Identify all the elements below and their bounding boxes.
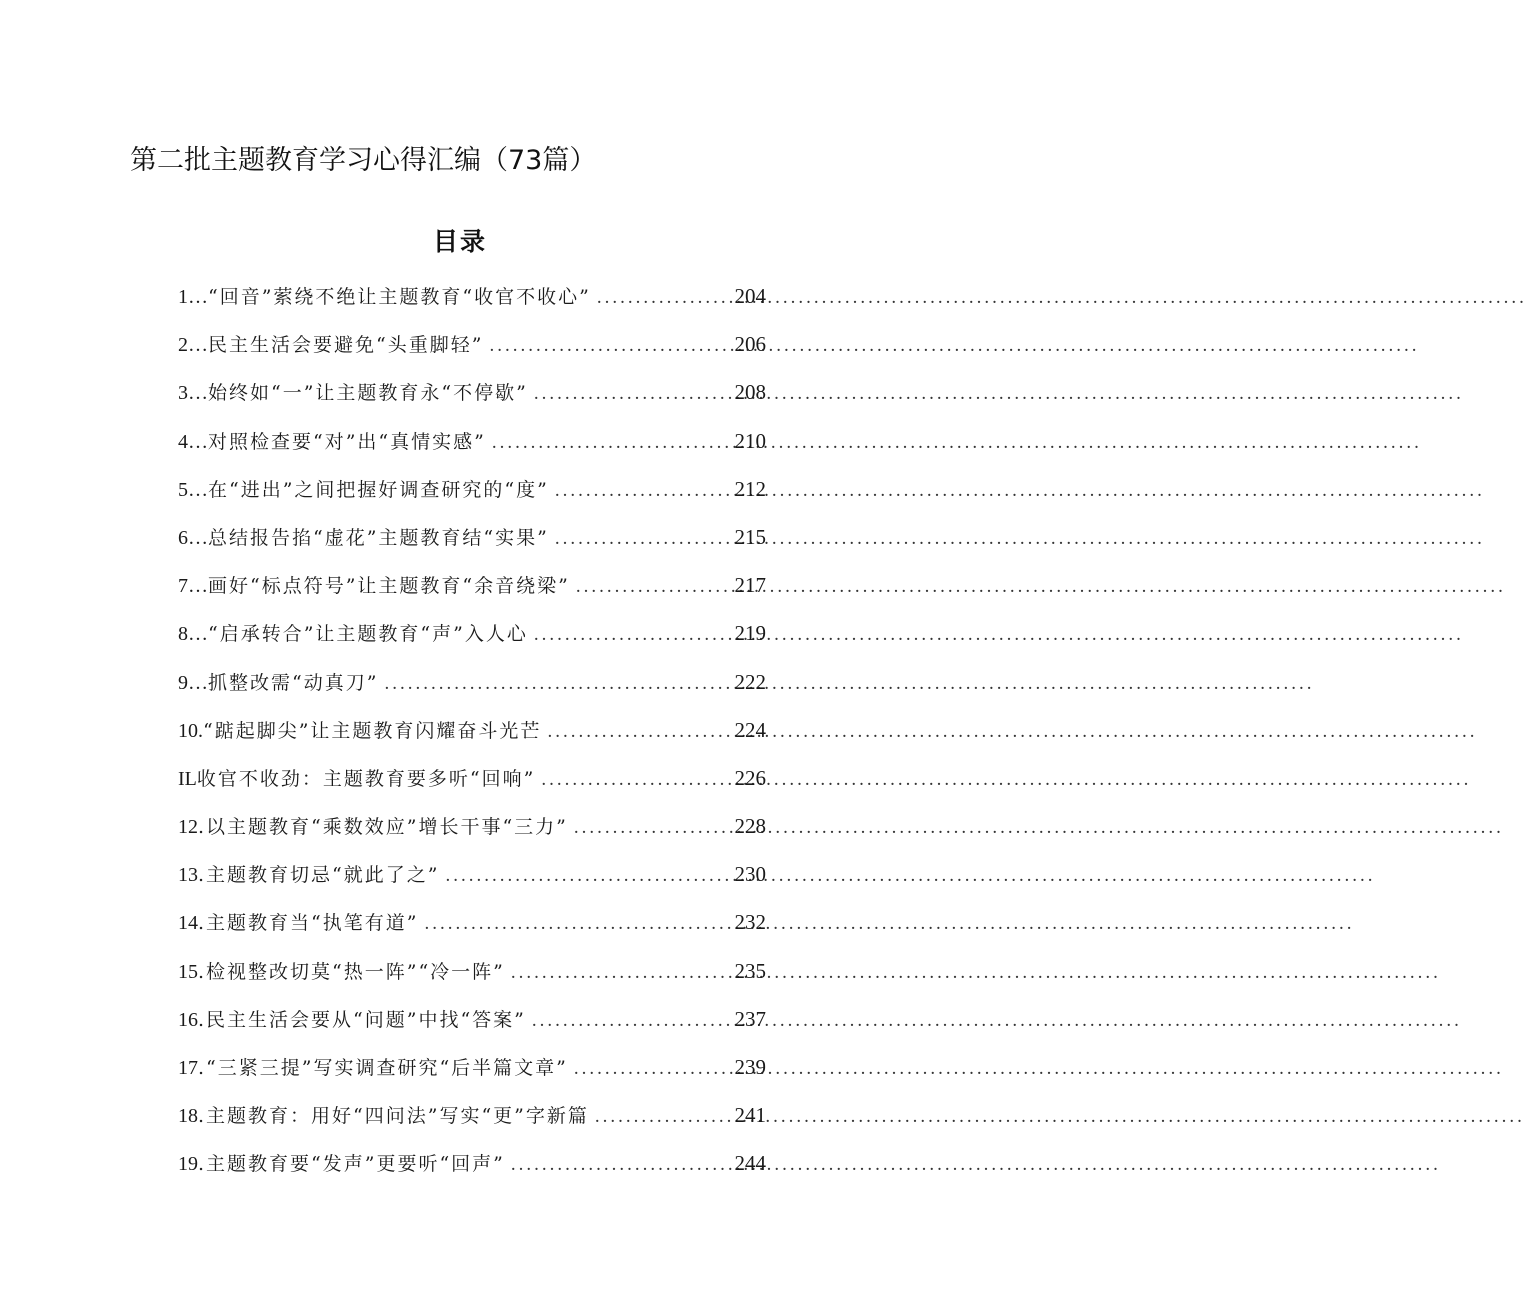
toc-entry-title: 收官不收劲：主题教育要多听“回响”	[196, 767, 536, 790]
toc-entry-number: 2…	[178, 334, 208, 357]
toc-entry-title: .民主生活会要从“问题”中找“答案”	[198, 1008, 526, 1031]
toc-entry-title: .主题教育当“执笔有道”	[198, 912, 419, 935]
toc-dot-leader	[445, 865, 732, 887]
toc-entry-title: “踮起脚尖”让主题教育闪耀奋斗光芒	[203, 719, 542, 742]
toc-entry-page: 204	[734, 284, 766, 308]
toc-entry-number: 18	[178, 1105, 198, 1128]
toc-entry[interactable]	[178, 523, 766, 571]
toc-entry-number: 17	[178, 1057, 198, 1079]
toc-entry-page: 215	[734, 524, 766, 549]
toc-entry[interactable]	[178, 571, 766, 619]
toc-entry-title: 总结报告掐“虚花”主题教育结“实果”	[208, 526, 549, 549]
toc-entry-number: 7…	[178, 575, 208, 598]
table-of-contents	[178, 282, 766, 1198]
toc-dot-leader	[574, 817, 733, 839]
toc-entry-title: .主题教育：用好“四问法”写实“更”字新篇	[198, 1105, 589, 1128]
toc-entry-title: “启承转合”让主题教育“声”入人心	[208, 623, 528, 646]
toc-entry-title: “回音”萦绕不绝让主题教育“收官不收心”	[208, 286, 591, 308]
toc-entry-page: 241	[734, 1103, 766, 1128]
toc-dot-leader	[541, 769, 732, 791]
toc-entry-number: 14	[178, 912, 198, 935]
toc-entry-page: 206	[734, 332, 766, 357]
toc-entry-page: 237	[734, 1006, 766, 1031]
toc-entry-title: .主题教育要“发声”更要听“回声”	[198, 1153, 505, 1176]
toc-entry[interactable]	[178, 475, 766, 523]
toc-dot-leader	[555, 528, 733, 550]
toc-dot-leader	[595, 1106, 733, 1128]
toc-entry[interactable]	[178, 908, 766, 956]
toc-entry-number: 1…	[178, 286, 208, 308]
toc-entry-page: 239	[734, 1055, 766, 1079]
toc-entry-title: 对照检查要“对”出“真情实感”	[208, 430, 486, 453]
toc-entry-page: 222	[734, 669, 766, 694]
toc-entry[interactable]	[178, 957, 766, 1005]
toc-dot-leader	[424, 913, 732, 935]
toc-entry-number: 19	[178, 1153, 198, 1176]
toc-entry-page: 217	[734, 573, 766, 598]
toc-heading: 目录	[432, 227, 487, 256]
toc-entry-number: 3…	[178, 382, 208, 405]
toc-entry[interactable]	[178, 668, 766, 716]
toc-entry-page: 230	[734, 862, 766, 887]
toc-entry[interactable]	[178, 427, 766, 475]
toc-entry[interactable]	[178, 1005, 766, 1053]
toc-entry-title: 民主生活会要避免“头重脚轻”	[208, 334, 484, 357]
toc-dot-leader	[555, 480, 733, 502]
toc-dot-leader	[534, 383, 733, 405]
toc-dot-leader	[547, 721, 732, 743]
toc-dot-leader	[492, 432, 733, 454]
toc-entry-title: 画好“标点符号”让主题教育“余音绕梁”	[208, 575, 570, 598]
toc-entry[interactable]	[178, 330, 766, 378]
toc-entry-page: 219	[734, 621, 766, 646]
toc-entry[interactable]	[178, 619, 766, 667]
toc-entry-title: .“三紧三提”写实调查研究“后半篇文章”	[198, 1057, 568, 1079]
toc-entry-title: 始终如“一”让主题教育永“不停歇”	[208, 382, 528, 405]
toc-entry-title: .检视整改切莫“热一阵”“冷一阵”	[198, 960, 505, 983]
toc-dot-leader	[576, 576, 733, 598]
toc-entry-number: 12	[178, 816, 198, 839]
toc-entry[interactable]	[178, 860, 766, 908]
toc-dot-leader	[532, 1010, 733, 1032]
toc-entry[interactable]	[178, 1149, 766, 1197]
toc-entry-number: 4…	[178, 430, 208, 453]
toc-entry-number: 13	[178, 864, 198, 887]
toc-entry-page: 224	[734, 717, 766, 742]
toc-entry-number: 8…	[178, 623, 208, 646]
toc-entry-title: .以主题教育“乘数效应”增长干事“三力”	[198, 816, 568, 839]
toc-entry-number: 15	[178, 960, 198, 983]
toc-entry-number: 16	[178, 1008, 198, 1031]
toc-entry-number: 6…	[178, 526, 208, 549]
toc-dot-leader	[384, 673, 732, 695]
toc-dot-leader	[489, 335, 732, 357]
toc-entry[interactable]	[178, 1101, 766, 1149]
toc-entry[interactable]	[178, 764, 766, 812]
toc-entry-page: 244	[734, 1151, 766, 1176]
toc-entry[interactable]	[178, 378, 766, 426]
toc-entry-number: 5…	[178, 478, 208, 501]
toc-entry-page: 210	[734, 428, 766, 453]
document-title: 第二批主题教育学习心得汇编（73篇）	[130, 145, 597, 176]
toc-entry[interactable]	[178, 716, 766, 764]
toc-entry-page: 208	[734, 380, 766, 405]
toc-entry-page: 235	[734, 958, 766, 983]
toc-entry-page: 212	[734, 476, 766, 501]
toc-entry-title: 在“进出”之间把握好调查研究的“度”	[208, 478, 549, 501]
toc-dot-leader	[574, 1058, 733, 1080]
toc-entry-number: IL	[178, 767, 197, 790]
toc-entry-page: 228	[734, 814, 766, 839]
toc-dot-leader	[511, 1154, 733, 1176]
toc-entry-page: 226	[734, 765, 766, 790]
toc-entry[interactable]	[178, 812, 766, 860]
toc-entry-title: .主题教育切忌“就此了之”	[198, 864, 440, 887]
toc-entry[interactable]	[178, 1053, 766, 1101]
toc-entry-title: 抓整改需“动真刀”	[208, 671, 379, 694]
toc-entry-number: 9…	[178, 671, 208, 694]
toc-dot-leader	[534, 624, 733, 646]
toc-dot-leader	[597, 287, 733, 309]
toc-dot-leader	[511, 962, 733, 984]
toc-entry-page: 232	[734, 910, 766, 935]
toc-entry[interactable]	[178, 282, 766, 330]
toc-entry-number: 10.	[178, 719, 203, 742]
